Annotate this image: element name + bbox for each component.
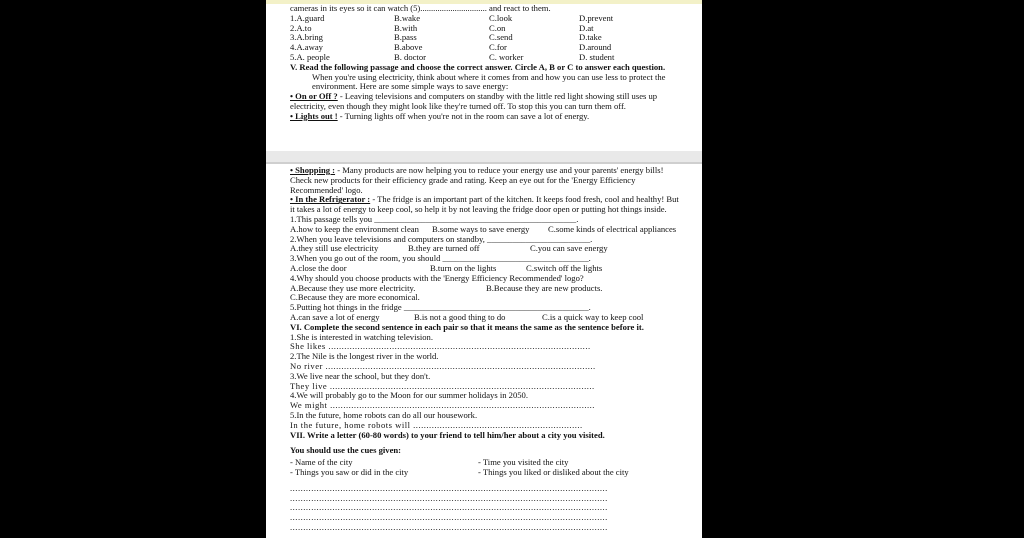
- rewrite-second: They live ....................................................................................................: [290, 381, 595, 391]
- tip-label: • Shopping :: [290, 165, 336, 175]
- writing-line: ........................................................................................................................: [290, 522, 608, 532]
- cues-left: [290, 458, 478, 478]
- rewrite-second: In the future, home robots will ................................................................: [290, 420, 583, 430]
- option-c: C.on: [489, 22, 506, 33]
- question-stem: 5.Putting hot things in the fridge ___________________________________________.: [290, 302, 591, 313]
- tip-text: - Many products are now helping you to reduce your energy use and your parents' energy bills! Check new products for their efficiency grade and rating. Keep an eye out for the 'Energy Efficiency Recommended' logo.: [290, 165, 664, 195]
- rewrite-item: [290, 352, 702, 372]
- tip-text: - Leaving televisions and computers on standby with the little red light showing still uses up electricity, even though they might look like they're turned off. To stop this you can turn them off.: [290, 91, 658, 111]
- option-c: C.send: [489, 32, 513, 43]
- option-d: D.take: [579, 32, 602, 43]
- tip-text: - Turning lights off when you're not in the room can save a lot of energy.: [337, 110, 590, 121]
- cue-item: - Name of the city: [290, 457, 353, 468]
- passage-intro: When you're using electricity, think about where it comes from and how you can use less to protect the environment. Here are some simple ways to save energy:: [312, 71, 666, 92]
- answer-a: A.how to keep the environment clean: [290, 223, 419, 234]
- tip-shopping: [290, 166, 702, 195]
- answer-c: C.switch off the lights: [526, 262, 603, 273]
- answer-a: A.Because they use more electricity.: [290, 282, 416, 293]
- page-gap: [266, 151, 702, 162]
- options-table: [290, 14, 702, 63]
- rewrite-first: 2.The Nile is the longest river in the world.: [290, 351, 439, 362]
- option-a: 5.A. people: [290, 51, 330, 62]
- cues-heading: You should use the cues given:: [290, 445, 402, 456]
- passage-tail: cameras in its eyes so it can watch (5)............................... and react to them.: [290, 3, 551, 13]
- answer-b: B.they are turned off: [408, 243, 480, 254]
- cue-item: - Time you visited the city: [478, 457, 569, 468]
- writing-line: ........................................................................................................................: [290, 493, 608, 503]
- answer-c: C.some kinds of electrical appliances: [548, 223, 677, 234]
- answer-c: C.you can save energy: [530, 243, 608, 254]
- writing-line: ........................................................................................................................: [290, 483, 608, 493]
- question-stem: 1.This passage tells you _______________________________________________.: [290, 213, 579, 224]
- answer-b: B.Because they are new products.: [486, 282, 603, 293]
- question-5: [290, 303, 702, 323]
- tip-lights-out: [290, 112, 702, 122]
- rewrite-second: She likes ...................................................................................................: [290, 342, 591, 352]
- option-b: B.above: [394, 42, 423, 53]
- rewrite-item: [290, 333, 702, 353]
- option-a: 4.A.away: [290, 42, 323, 53]
- answer-a: A.close the door: [290, 262, 347, 273]
- option-b: B. doctor: [394, 51, 426, 62]
- tip-on-off: [290, 92, 702, 112]
- option-a: 3.A.bring: [290, 32, 323, 43]
- option-d: D.around: [579, 42, 612, 53]
- option-a: 1.A.guard: [290, 12, 325, 23]
- rewrite-item: [290, 372, 702, 392]
- worksheet-page-1: [266, 0, 702, 151]
- section-vi-heading: VI. Complete the second sentence in each pair so that it means the same as the sentence before it.: [290, 321, 644, 332]
- question-stem: 4.Why should you choose products with the 'Energy Efficiency Recommended' logo?: [290, 272, 584, 283]
- section-vii-heading: VII. Write a letter (60-80 words) to your friend to tell him/her about a city you visited.: [290, 429, 605, 440]
- question-stem: 2.When you leave televisions and computers on standby, ________________________.: [290, 233, 593, 244]
- answer-c: C.is a quick way to keep cool: [542, 311, 644, 322]
- rewrite-second: We might ....................................................................................................: [290, 401, 595, 411]
- question-1: [290, 215, 702, 235]
- option-b: B.with: [394, 22, 418, 33]
- option-c: C.for: [489, 42, 507, 53]
- option-b: B.pass: [394, 32, 417, 43]
- option-b: B.wake: [394, 12, 421, 23]
- answer-c: C.Because they are more economical.: [290, 292, 420, 303]
- tip-refrigerator: [290, 195, 702, 215]
- option-c: C.look: [489, 12, 513, 23]
- rewrite-first: 5.In the future, home robots can do all our housework.: [290, 409, 478, 420]
- tip-label: • In the Refrigerator :: [290, 194, 371, 205]
- tip-label: • On or Off ?: [290, 91, 338, 102]
- cue-item: - Things you liked or disliked about the city: [478, 466, 629, 477]
- writing-line: ........................................................................................................................: [290, 503, 608, 513]
- cues-right: [478, 458, 629, 478]
- question-4: [290, 274, 702, 303]
- option-d: D.prevent: [579, 12, 614, 23]
- question-2: [290, 235, 702, 255]
- cue-item: - Things you saw or did in the city: [290, 466, 409, 477]
- option-d: D. student: [579, 51, 615, 62]
- rewrite-first: 4.We will probably go to the Moon for our summer holidays in 2050.: [290, 390, 528, 401]
- option-d: D.at: [579, 22, 594, 33]
- tip-label: • Lights out !: [290, 110, 338, 121]
- question-3: [290, 254, 702, 274]
- option-a: 2.A.to: [290, 22, 312, 33]
- cues-grid: [290, 458, 702, 478]
- answer-a: A.they still use electricity: [290, 243, 379, 254]
- writing-line: ........................................................................................................................: [290, 513, 608, 523]
- rewrite-first: 3.We live near the school, but they don't.: [290, 370, 431, 381]
- answer-b: B.turn on the lights: [430, 262, 497, 273]
- answer-b: B.some ways to save energy: [432, 223, 530, 234]
- question-stem: 3.When you go out of the room, you should __________________________________.: [290, 253, 591, 264]
- rewrite-second: No river ......................................................................................................: [290, 361, 596, 371]
- rewrite-item: [290, 411, 702, 431]
- answer-a: A.can save a lot of energy: [290, 311, 380, 322]
- option-c: C. worker: [489, 51, 524, 62]
- answer-b: B.is not a good thing to do: [414, 311, 506, 322]
- tip-text: - The fridge is an important part of the kitchen. It keeps food fresh, cool and healthy! But it takes a lot of energy to keep cool, so help it by not leaving the fridge door open or putting hot things inside.: [290, 194, 679, 215]
- rewrite-item: [290, 391, 702, 411]
- worksheet-page-2: [266, 162, 702, 538]
- rewrite-first: 1.She is interested in watching television.: [290, 331, 433, 342]
- section-v-heading: V. Read the following passage and choose the correct answer. Circle A, B or C to answer each question.: [290, 61, 666, 72]
